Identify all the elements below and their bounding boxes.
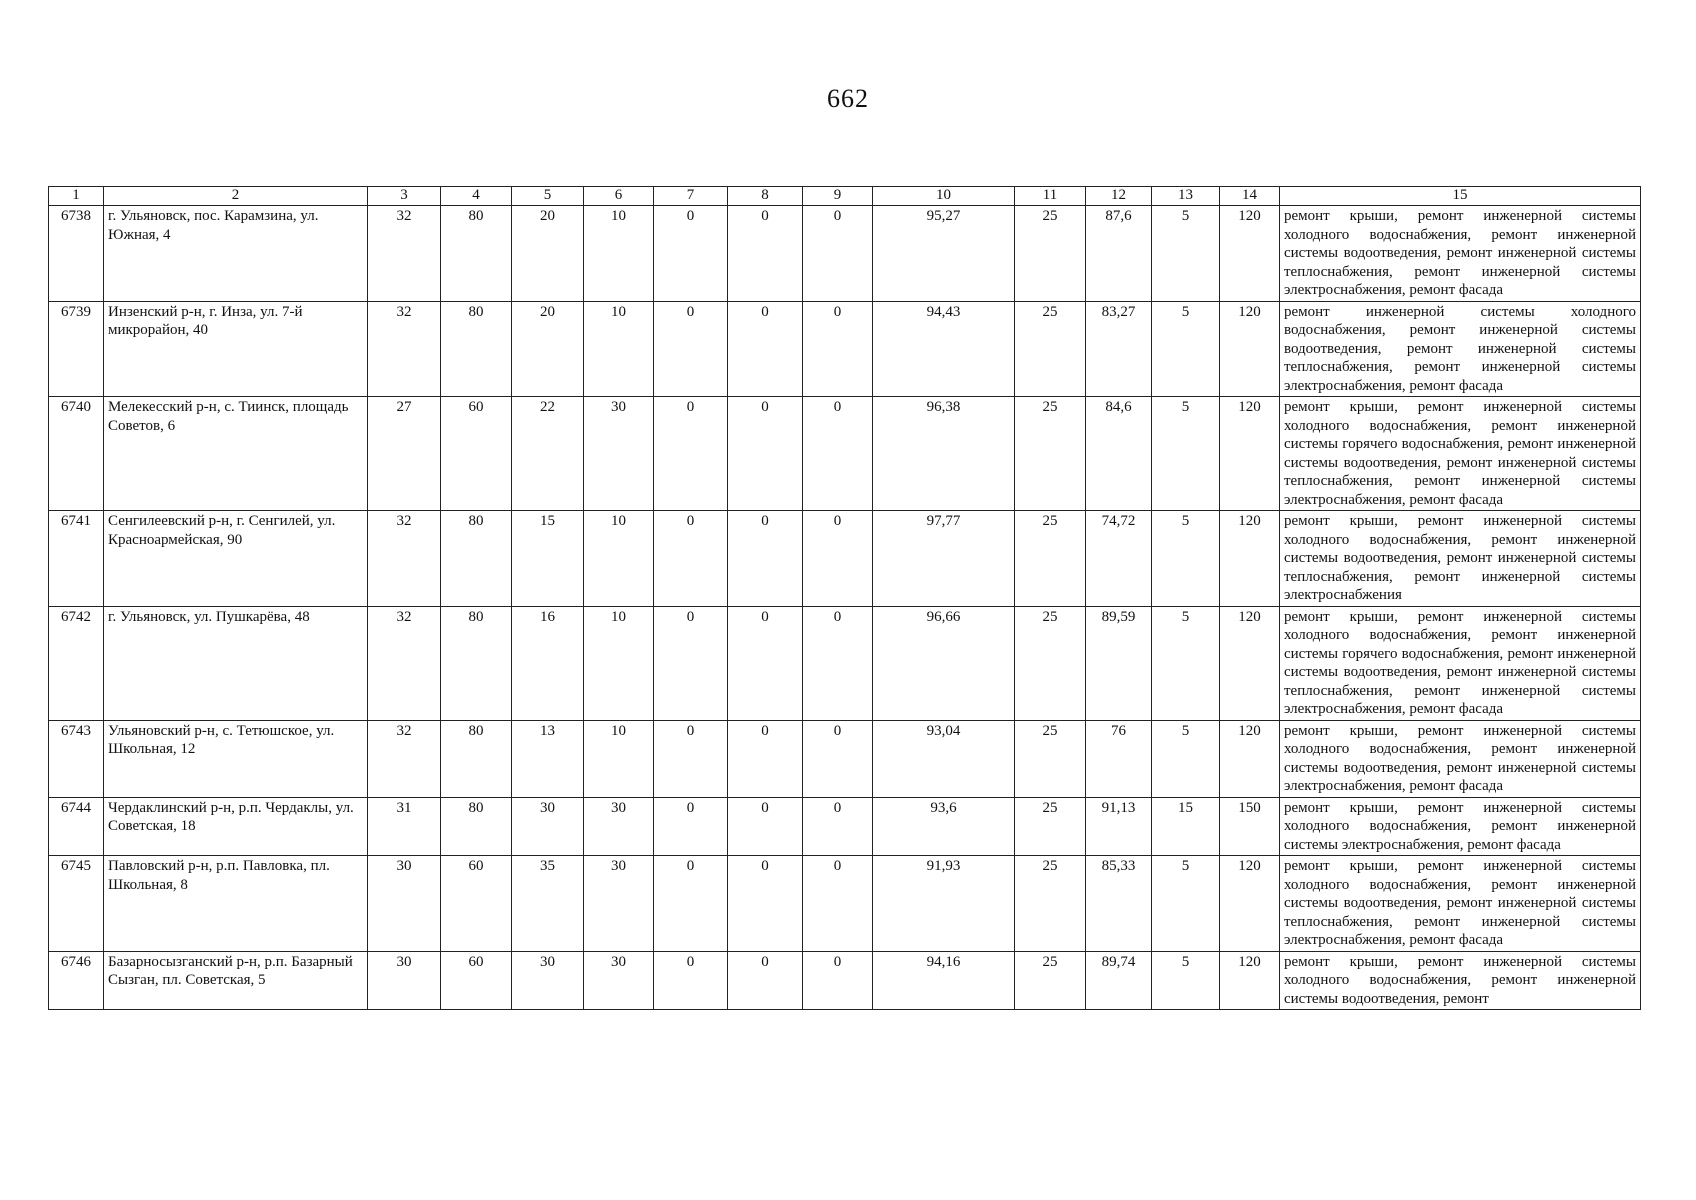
address-cell: Сенгилеевский р-н, г. Сенгилей, ул. Красноармейская, 90 [104,511,368,607]
value-cell: 60 [441,951,512,1010]
value-cell: 5 [1152,397,1220,511]
row-number-cell: 6739 [49,301,104,397]
value-cell: 80 [441,720,512,797]
value-cell: 80 [441,206,512,302]
value-cell: 84,6 [1086,397,1152,511]
value-cell: 27 [368,397,441,511]
column-header-row [49,187,1641,206]
value-cell: 22 [512,397,584,511]
value-cell: 60 [441,397,512,511]
value-cell: 87,6 [1086,206,1152,302]
address-cell: Базарносызганский р-н, р.п. Базарный Сызган, пл. Советская, 5 [104,951,368,1010]
value-cell: 120 [1220,301,1280,397]
value-cell: 120 [1220,397,1280,511]
value-cell: 89,74 [1086,951,1152,1010]
value-cell: 95,27 [873,206,1015,302]
value-cell: 0 [654,397,728,511]
value-cell: 94,16 [873,951,1015,1010]
table-row [49,720,1641,797]
column-header: 12 [1086,187,1152,206]
value-cell: 32 [368,606,441,720]
value-cell: 0 [803,301,873,397]
value-cell: 30 [368,856,441,952]
value-cell: 0 [803,511,873,607]
column-header: 15 [1280,187,1641,206]
value-cell: 0 [803,606,873,720]
value-cell: 10 [584,301,654,397]
value-cell: 5 [1152,301,1220,397]
value-cell: 30 [512,951,584,1010]
value-cell: 0 [728,511,803,607]
column-header: 11 [1015,187,1086,206]
value-cell: 0 [654,797,728,856]
works-cell: ремонт крыши, ремонт инженерной системы холодного водоснабжения, ремонт инженерной системы водоотведения, ремонт инженерной системы теплоснабжения, ремонт инженерной системы электроснабжения, ремонт фасада [1280,856,1641,952]
value-cell: 32 [368,206,441,302]
value-cell: 120 [1220,606,1280,720]
value-cell: 97,77 [873,511,1015,607]
value-cell: 76 [1086,720,1152,797]
value-cell: 25 [1015,301,1086,397]
value-cell: 32 [368,720,441,797]
value-cell: 120 [1220,206,1280,302]
value-cell: 25 [1015,511,1086,607]
value-cell: 96,38 [873,397,1015,511]
row-number-cell: 6742 [49,606,104,720]
column-header: 13 [1152,187,1220,206]
value-cell: 25 [1015,797,1086,856]
address-cell: г. Ульяновск, ул. Пушкарёва, 48 [104,606,368,720]
value-cell: 0 [654,606,728,720]
value-cell: 25 [1015,720,1086,797]
value-cell: 0 [728,397,803,511]
value-cell: 10 [584,511,654,607]
value-cell: 80 [441,301,512,397]
address-cell: г. Ульяновск, пос. Карамзина, ул. Южная, 4 [104,206,368,302]
row-number-cell: 6738 [49,206,104,302]
value-cell: 93,04 [873,720,1015,797]
value-cell: 120 [1220,720,1280,797]
value-cell: 83,27 [1086,301,1152,397]
value-cell: 91,93 [873,856,1015,952]
column-header: 2 [104,187,368,206]
column-header: 8 [728,187,803,206]
value-cell: 0 [654,856,728,952]
works-cell: ремонт крыши, ремонт инженерной системы холодного водоснабжения, ремонт инженерной системы горячего водоснабжения, ремонт инженерной системы водоотведения, ремонт инженерной системы теплоснабжения, ремонт инженерной системы электроснабжения, ремонт фасада [1280,397,1641,511]
value-cell: 0 [803,397,873,511]
value-cell: 5 [1152,511,1220,607]
column-header: 9 [803,187,873,206]
table-row [49,606,1641,720]
value-cell: 5 [1152,606,1220,720]
column-header: 14 [1220,187,1280,206]
column-header: 1 [49,187,104,206]
value-cell: 20 [512,301,584,397]
value-cell: 10 [584,206,654,302]
value-cell: 0 [654,301,728,397]
column-header: 5 [512,187,584,206]
value-cell: 25 [1015,206,1086,302]
value-cell: 5 [1152,720,1220,797]
value-cell: 25 [1015,951,1086,1010]
value-cell: 0 [728,856,803,952]
value-cell: 35 [512,856,584,952]
value-cell: 120 [1220,951,1280,1010]
value-cell: 93,6 [873,797,1015,856]
value-cell: 15 [512,511,584,607]
address-cell: Мелекесский р-н, с. Тиинск, площадь Советов, 6 [104,397,368,511]
value-cell: 25 [1015,856,1086,952]
value-cell: 0 [654,720,728,797]
value-cell: 0 [654,206,728,302]
value-cell: 85,33 [1086,856,1152,952]
value-cell: 13 [512,720,584,797]
value-cell: 25 [1015,606,1086,720]
value-cell: 30 [512,797,584,856]
value-cell: 94,43 [873,301,1015,397]
value-cell: 30 [368,951,441,1010]
works-cell: ремонт крыши, ремонт инженерной системы холодного водоснабжения, ремонт инженерной системы водоотведения, ремонт инженерной системы теплоснабжения, ремонт инженерной системы электроснабжения [1280,511,1641,607]
value-cell: 30 [584,397,654,511]
row-number-cell: 6744 [49,797,104,856]
column-header: 10 [873,187,1015,206]
works-cell: ремонт крыши, ремонт инженерной системы холодного водоснабжения, ремонт инженерной системы водоотведения, ремонт инженерной системы электроснабжения, ремонт фасада [1280,720,1641,797]
value-cell: 30 [584,856,654,952]
value-cell: 60 [441,856,512,952]
page-number: 662 [827,84,869,113]
address-cell: Ульяновский р-н, с. Тетюшское, ул. Школьная, 12 [104,720,368,797]
works-cell: ремонт крыши, ремонт инженерной системы холодного водоснабжения, ремонт инженерной системы электроснабжения, ремонт фасада [1280,797,1641,856]
value-cell: 0 [728,606,803,720]
value-cell: 16 [512,606,584,720]
value-cell: 0 [803,720,873,797]
table-row [49,206,1641,302]
value-cell: 0 [803,797,873,856]
value-cell: 150 [1220,797,1280,856]
works-cell: ремонт инженерной системы холодного водоснабжения, ремонт инженерной системы водоотведения, ремонт инженерной системы теплоснабжения, ремонт инженерной системы электроснабжения, ремонт фасада [1280,301,1641,397]
value-cell: 96,66 [873,606,1015,720]
value-cell: 0 [728,206,803,302]
value-cell: 10 [584,606,654,720]
table-row [49,511,1641,607]
value-cell: 0 [654,511,728,607]
table-row [49,951,1641,1010]
value-cell: 0 [803,856,873,952]
value-cell: 91,13 [1086,797,1152,856]
value-cell: 80 [441,511,512,607]
value-cell: 0 [728,797,803,856]
table-row [49,397,1641,511]
value-cell: 80 [441,797,512,856]
works-cell: ремонт крыши, ремонт инженерной системы холодного водоснабжения, ремонт инженерной системы водоотведения, ремонт [1280,951,1641,1010]
value-cell: 5 [1152,206,1220,302]
value-cell: 0 [654,951,728,1010]
works-cell: ремонт крыши, ремонт инженерной системы холодного водоснабжения, ремонт инженерной системы горячего водоснабжения, ремонт инженерной системы водоотведения, ремонт инженерной системы теплоснабжения, ремонт инженерной системы электроснабжения, ремонт фасада [1280,606,1641,720]
value-cell: 30 [584,951,654,1010]
value-cell: 89,59 [1086,606,1152,720]
row-number-cell: 6741 [49,511,104,607]
value-cell: 10 [584,720,654,797]
value-cell: 0 [728,301,803,397]
value-cell: 74,72 [1086,511,1152,607]
value-cell: 25 [1015,397,1086,511]
value-cell: 0 [728,720,803,797]
address-cell: Чердаклинский р-н, р.п. Чердаклы, ул. Советская, 18 [104,797,368,856]
value-cell: 32 [368,301,441,397]
value-cell: 5 [1152,951,1220,1010]
row-number-cell: 6743 [49,720,104,797]
register-table [48,186,1641,1010]
table-row [49,797,1641,856]
value-cell: 0 [728,951,803,1010]
row-number-cell: 6740 [49,397,104,511]
row-number-cell: 6745 [49,856,104,952]
column-header: 3 [368,187,441,206]
value-cell: 32 [368,511,441,607]
row-number-cell: 6746 [49,951,104,1010]
column-header: 6 [584,187,654,206]
value-cell: 80 [441,606,512,720]
value-cell: 31 [368,797,441,856]
value-cell: 15 [1152,797,1220,856]
value-cell: 120 [1220,511,1280,607]
value-cell: 20 [512,206,584,302]
value-cell: 5 [1152,856,1220,952]
value-cell: 0 [803,951,873,1010]
value-cell: 120 [1220,856,1280,952]
value-cell: 30 [584,797,654,856]
table-body [49,206,1641,1010]
table-row [49,856,1641,952]
address-cell: Павловский р-н, р.п. Павловка, пл. Школьная, 8 [104,856,368,952]
column-header: 4 [441,187,512,206]
address-cell: Инзенский р-н, г. Инза, ул. 7-й микрорайон, 40 [104,301,368,397]
column-header: 7 [654,187,728,206]
table-row [49,301,1641,397]
works-cell: ремонт крыши, ремонт инженерной системы холодного водоснабжения, ремонт инженерной системы водоотведения, ремонт инженерной системы теплоснабжения, ремонт инженерной системы электроснабжения, ремонт фасада [1280,206,1641,302]
value-cell: 0 [803,206,873,302]
